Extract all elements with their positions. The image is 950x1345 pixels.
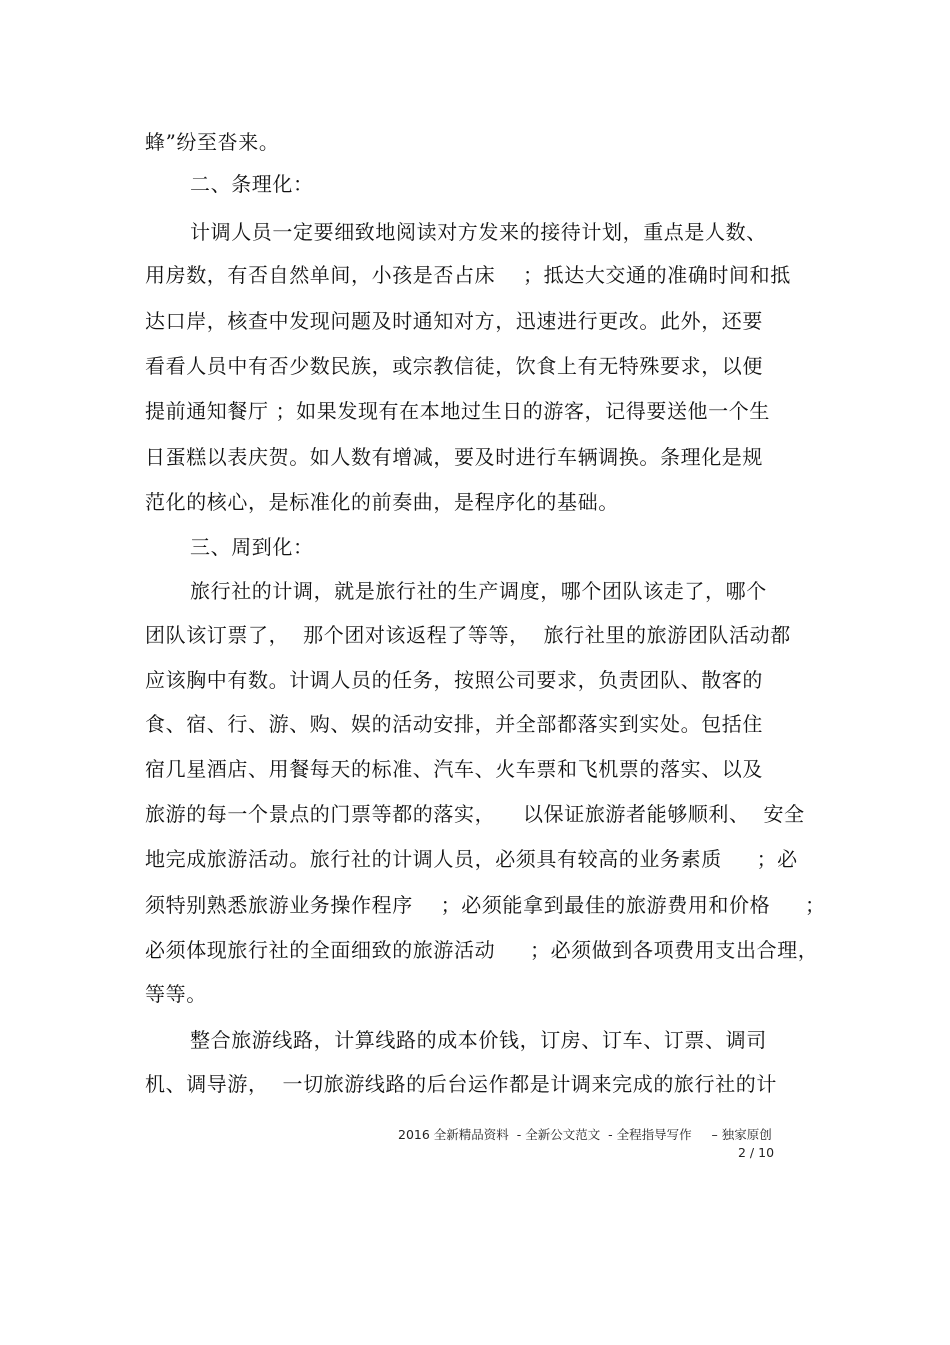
text-line: 旅行社的计调，就是旅行社的生产调度，哪个团队该走了，哪个 xyxy=(190,579,767,603)
text-line: 看看人员中有否少数民族，或宗教信徒，饮食上有无特殊要求，以便 xyxy=(145,354,763,378)
text-line: 团队该订票了， 那个团对该返程了等等， 旅行社里的旅游团队活动都 xyxy=(145,623,791,647)
text-line: 必须体现旅行社的全面细致的旅游活动 ；必须做到各项费用支出合理， xyxy=(145,938,819,962)
text-line: 达口岸，核查中发现问题及时通知对方，迅速进行更改。此外，还要 xyxy=(145,309,763,333)
text-line: 蜂”纷至沓来。 xyxy=(145,130,280,154)
text-line: 旅游的每一个景点的门票等都的落实， 以保证旅游者能够顺利、 安全 xyxy=(145,802,805,826)
text-line: 机、调导游， 一切旅游线路的后台运作都是计调来完成的旅行社的计 xyxy=(145,1072,777,1096)
text-line: 三、周到化： xyxy=(190,535,314,559)
text-line: 等等。 xyxy=(145,982,207,1006)
footer-banner: 2016 全新精品资料 - 全新公文范文 - 全程指导写作 – 独家原创 xyxy=(398,1127,772,1142)
text-line: 食、宿、行、游、购、娱的活动安排，并全部都落实到实处。包括住 xyxy=(145,712,763,736)
text-line: 范化的核心，是标准化的前奏曲，是程序化的基础。 xyxy=(145,490,619,514)
text-line: 二、条理化： xyxy=(190,172,314,196)
text-line: 应该胸中有数。计调人员的任务，按照公司要求，负责团队、散客的 xyxy=(145,668,763,692)
text-line: 地完成旅游活动。旅行社的计调人员，必须具有较高的业务素质 ；必 xyxy=(145,847,798,871)
text-line: 提前通知餐厅 ；如果发现有在本地过生日的游客，记得要送他一个生 xyxy=(145,399,770,423)
text-line: 用房数，有否自然单间，小孩是否占床 ；抵达大交通的准确时间和抵 xyxy=(145,263,791,287)
page-number: 2 / 10 xyxy=(738,1145,775,1160)
text-line: 整合旅游线路，计算线路的成本价钱，订房、订车、订票、调司 xyxy=(190,1028,767,1052)
text-line: 宿几星酒店、用餐每天的标准、汽车、火车票和飞机票的落实、以及 xyxy=(145,757,763,781)
text-line: 计调人员一定要细致地阅读对方发来的接待计划，重点是人数、 xyxy=(190,220,767,244)
text-line: 日蛋糕以表庆贺。如人数有增减，要及时进行车辆调换。条理化是规 xyxy=(145,445,763,469)
text-line: 须特别熟悉旅游业务操作程序 ；必须能拿到最佳的旅游费用和价格 ； xyxy=(145,893,826,917)
